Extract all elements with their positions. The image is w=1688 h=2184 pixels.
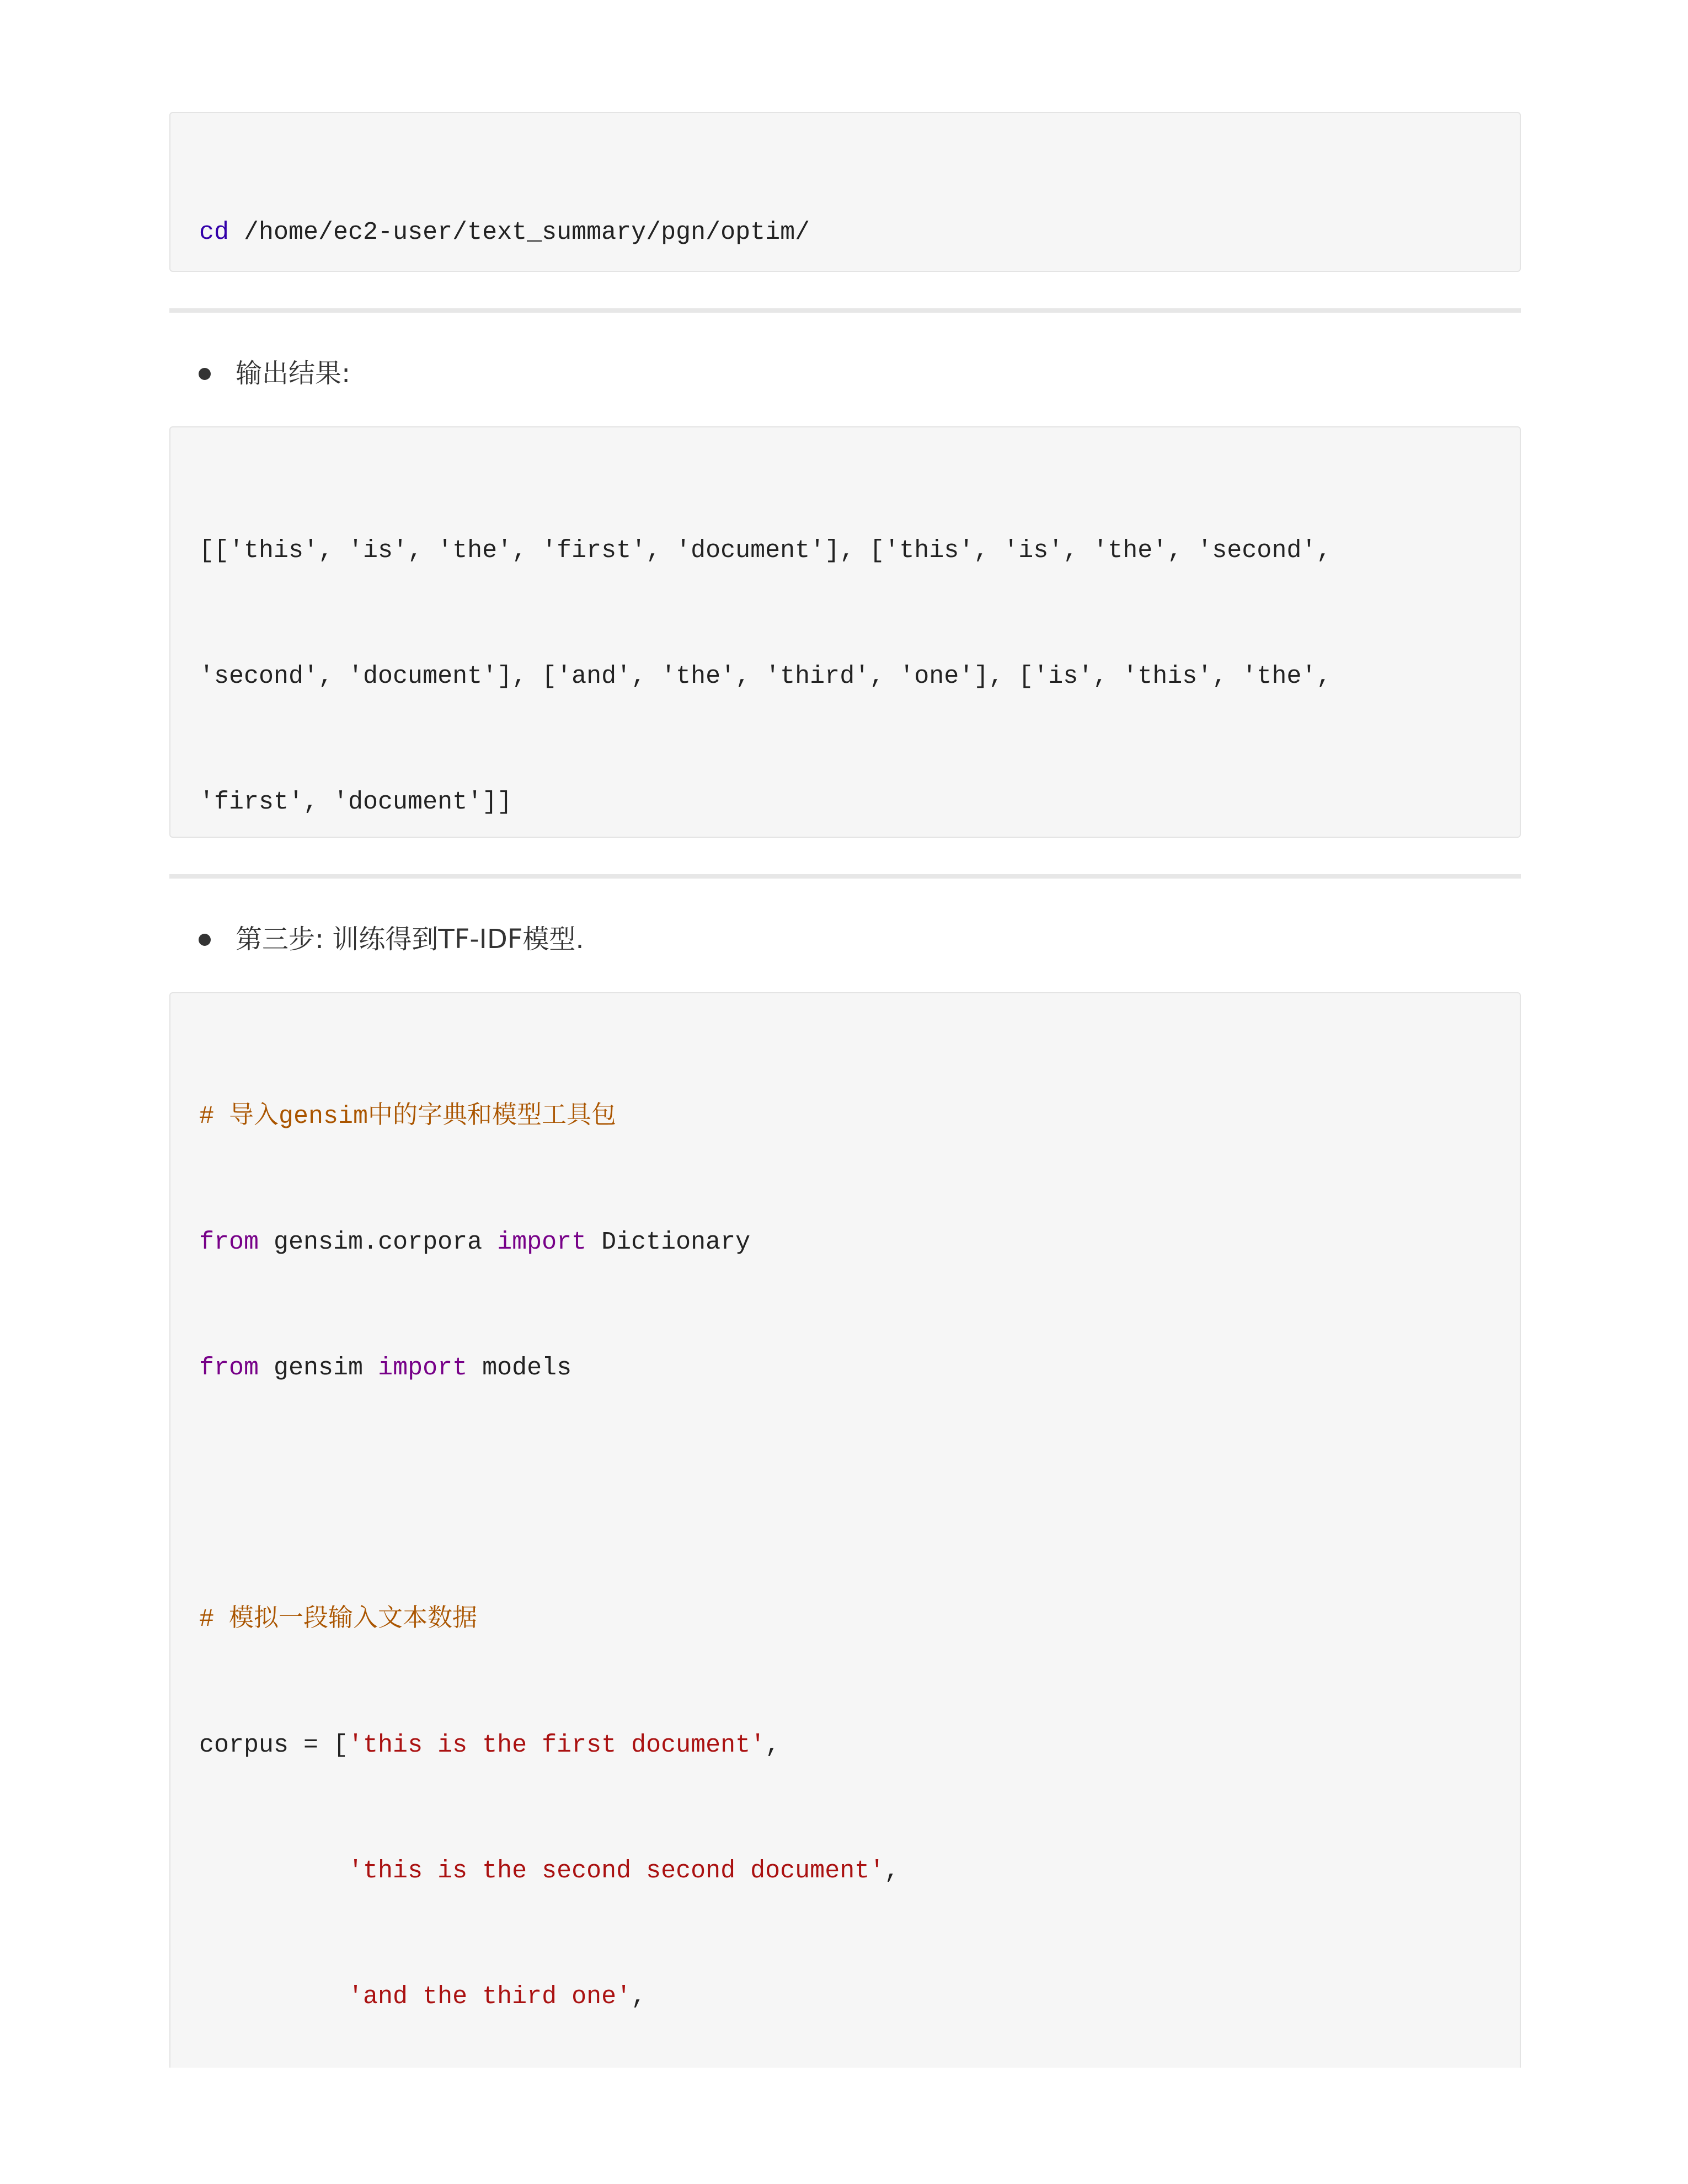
divider <box>169 874 1521 879</box>
code-keyword: from <box>199 1228 259 1256</box>
code-text: Dictionary <box>586 1228 751 1256</box>
code-line <box>199 1725 1492 1767</box>
bullet-text: 第三步: 训练得到TF-IDF模型. <box>236 924 584 955</box>
code-keyword: import <box>497 1228 587 1256</box>
output-line: 'first', 'document']] <box>199 788 512 816</box>
code-indent <box>199 1857 348 1885</box>
code-blank-line <box>199 1473 1492 1515</box>
code-text: , <box>631 1983 647 2011</box>
bullet-text: 输出结果: <box>236 358 351 389</box>
code-comment: # 导入gensim中的字典和模型工具包 <box>199 1102 617 1131</box>
code-text: models <box>467 1354 572 1382</box>
code-keyword: import <box>378 1354 468 1382</box>
code-string: 'and the third one' <box>348 1983 632 2011</box>
code-text: gensim.corpora <box>259 1228 498 1256</box>
document-page <box>169 112 1521 2068</box>
bullet-dot-icon <box>199 368 211 380</box>
output-line: 'second', 'document'], ['and', 'the', 'third', 'one'], ['is', 'this', 'the', <box>199 662 1332 690</box>
command-code-block <box>169 112 1521 272</box>
code-text: /home/ec2-user/text_summary/pgn/optim/ <box>229 218 810 247</box>
tfidf-code-block <box>169 992 1521 2068</box>
code-line <box>199 1850 1492 1892</box>
bullet-dot-icon <box>199 934 211 946</box>
code-line <box>199 212 1492 254</box>
code-text: , <box>884 1857 900 1885</box>
bullet-output-results <box>169 357 1521 390</box>
code-text: gensim <box>259 1354 378 1382</box>
output-code-block <box>169 426 1521 838</box>
code-line <box>199 1976 1492 2018</box>
code-line <box>199 1347 1492 1389</box>
output-line: [['this', 'is', 'the', 'first', 'document'], ['this', 'is', 'the', 'second', <box>199 537 1332 565</box>
bullet-step-three <box>169 923 1521 956</box>
code-indent <box>199 1983 348 2011</box>
code-keyword: from <box>199 1354 259 1382</box>
code-string: 'this is the first document' <box>348 1731 766 1759</box>
code-text: corpus = [ <box>199 1731 349 1759</box>
code-keyword: cd <box>199 218 229 247</box>
divider <box>169 308 1521 313</box>
code-comment: # 模拟一段输入文本数据 <box>199 1605 478 1634</box>
code-string: 'this is the second second document' <box>348 1857 885 1885</box>
code-line <box>199 1222 1492 1264</box>
code-text: , <box>765 1731 781 1759</box>
